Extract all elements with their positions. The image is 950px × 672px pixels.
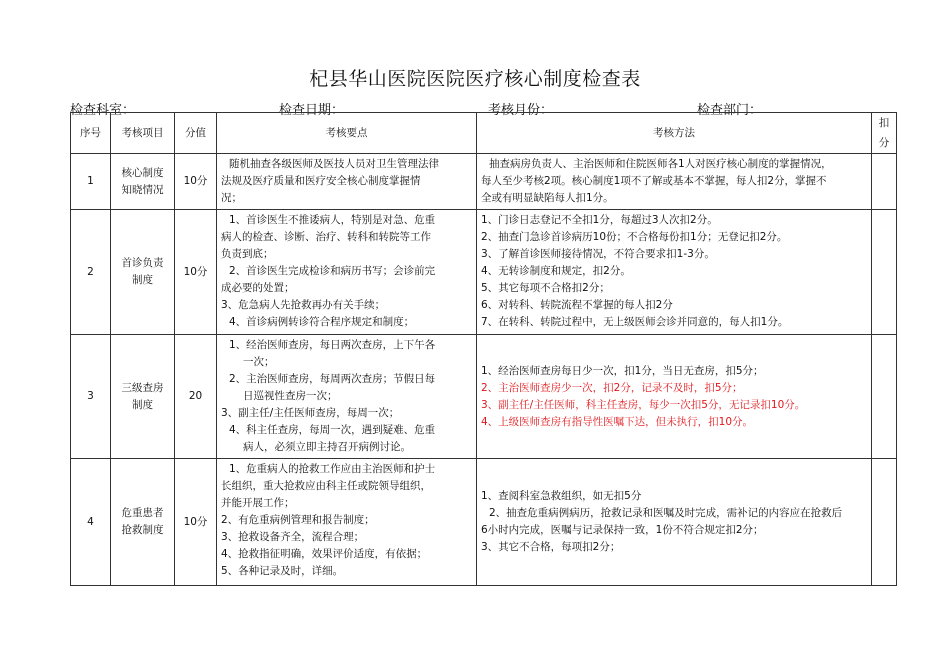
col-no: 序号 [71, 113, 111, 154]
row-points [217, 154, 477, 210]
points-line: 1、首诊医生不推诿病人，特别是对急、危重 [229, 214, 436, 226]
method-line: 3、其它不合格，每项扣2分； [481, 541, 621, 553]
method-lines [481, 488, 867, 556]
item-lines [115, 505, 170, 539]
points-line: 1、危重病人的抢救工作应由主治医师和护士 [229, 463, 436, 475]
row-item [111, 459, 175, 586]
row-deduct [872, 335, 897, 459]
points-line: 负责到底； [221, 248, 274, 260]
row-method [477, 154, 872, 210]
table-row [71, 210, 897, 335]
method-line: 6小时内完成，医嘱与记录保持一致，1份不符合规定扣2分； [481, 524, 764, 536]
points-line: 5、各种记录及时，详细。 [221, 565, 344, 577]
points-line: 并能开展工作； [221, 497, 295, 509]
row-points [217, 459, 477, 586]
item-lines [115, 380, 170, 414]
method-lines [481, 156, 867, 207]
points-lines [221, 156, 472, 207]
row-score: 10分 [175, 154, 217, 210]
points-line: 3、副主任/主任医师查房，每周一次； [221, 407, 400, 419]
row-item [111, 210, 175, 335]
points-line: 随机抽查各级医师及医技人员对卫生管理法律 [229, 158, 439, 170]
row-score: 10分 [175, 459, 217, 586]
inspection-table [70, 112, 897, 586]
points-line: 2、有危重病例管理和报告制度； [221, 514, 375, 526]
method-line: 1、经治医师查房每日少一次，扣1分，当日无查房，扣5分； [481, 364, 764, 377]
points-line: 成必要的处置； [221, 282, 295, 294]
row-score: 20 [175, 335, 217, 459]
method-line: 1、查阅科室急救组织，如无扣5分 [481, 490, 642, 502]
item-line: 首诊负责 [121, 257, 164, 269]
row-deduct [872, 210, 897, 335]
row-method [477, 210, 872, 335]
method-line: 5、其它每项不合格扣2分； [481, 282, 610, 294]
points-line: 4、科主任查房，每周一次，遇到疑难、危重 [229, 424, 436, 436]
item-lines [115, 165, 170, 199]
item-line: 危重患者 [121, 507, 164, 519]
item-line: 知晓情况 [121, 183, 164, 196]
table-row [71, 154, 897, 210]
points-line: 长组织，重大抢救应由科主任或院领导组织， [221, 480, 431, 492]
points-line: 3、危急病人先抢救再办有关手续； [221, 299, 386, 311]
points-line: 4、首诊病例转诊符合程序规定和制度； [229, 316, 415, 328]
points-line: 3、抢救设备齐全，流程合理； [221, 531, 365, 543]
item-line: 核心制度 [121, 166, 164, 179]
points-lines [221, 212, 472, 331]
col-method: 考核方法 [477, 113, 872, 154]
row-points [217, 210, 477, 335]
table-row [71, 335, 897, 459]
page-title: 杞县华山医院医院医疗核心制度检查表 [309, 68, 641, 90]
row-number: 4 [71, 459, 111, 586]
month-label: 考核月份： [488, 103, 554, 118]
col-deduct: 扣分 [872, 113, 897, 154]
col-item: 考核项目 [111, 113, 175, 154]
method-line: 抽查病房负责人、主治医师和住院医师各1人对医疗核心制度的掌握情况， [489, 158, 832, 170]
points-line: 法规及医疗质量和医疗安全核心制度掌握情 [221, 175, 421, 187]
item-line: 制度 [132, 274, 153, 286]
row-number: 2 [71, 210, 111, 335]
points-line: 日巡视性查房一次； [243, 390, 338, 402]
method-line: 6、对转科、转院流程不掌握的每人扣2分 [481, 299, 673, 311]
date-label: 检查日期： [279, 103, 345, 118]
method-line: 7、在转科、转院过程中，无上级医师会诊并同意的，每人扣1分。 [481, 316, 789, 328]
row-item [111, 335, 175, 459]
col-score: 分值 [175, 113, 217, 154]
row-deduct [872, 154, 897, 210]
section-label: 检查部门： [697, 103, 763, 118]
method-lines [481, 212, 867, 331]
item-line: 抢救制度 [121, 524, 164, 536]
method-line: 2、抽查门急诊首诊病历10份；不合格每份扣1分；无登记扣2分。 [481, 231, 788, 243]
method-line: 3、了解首诊医师接待情况，不符合要求扣1-3分。 [481, 248, 715, 260]
points-line: 2、首诊医生完成检诊和病历书写；会诊前完 [229, 265, 436, 277]
row-item [111, 154, 175, 210]
row-number: 3 [71, 335, 111, 459]
row-deduct [872, 459, 897, 586]
row-score: 10分 [175, 210, 217, 335]
points-line: 况； [221, 192, 242, 204]
method-line: 2、抽查危重病例病历，抢救记录和医嘱及时完成，需补记的内容应在抢救后 [489, 507, 843, 519]
table-header-row [71, 113, 897, 154]
points-lines [221, 337, 472, 456]
points-lines [221, 461, 472, 580]
table-row [71, 459, 897, 586]
method-line: 2、主治医师查房少一次，扣2分，记录不及时，扣5分； [481, 381, 743, 394]
points-line: 病人，必须立即主持召开病例讨论。 [243, 441, 411, 453]
row-points [217, 335, 477, 459]
item-lines [115, 255, 170, 289]
row-number: 1 [71, 154, 111, 210]
item-line: 制度 [132, 398, 153, 411]
method-line: 1、门诊日志登记不全扣1分，每超过3人次扣2分。 [481, 214, 718, 226]
method-line: 每人至少考核2项。核心制度1项不了解或基本不掌握，每人扣2分，掌握不 [481, 175, 827, 187]
points-line: 4、抢救指征明确，效果评价适度，有依据； [221, 548, 428, 560]
method-line: 全或有明显缺陷每人扣1分。 [481, 192, 614, 204]
method-line: 4、上级医师查房有指导性医嘱下达，但未执行，扣10分。 [481, 415, 754, 428]
col-points: 考核要点 [217, 113, 477, 154]
method-line: 3、副主任/主任医师，科主任查房，每少一次扣5分，无记录扣10分。 [481, 398, 806, 411]
method-lines [481, 363, 867, 431]
points-line: 一次； [243, 356, 275, 368]
points-line: 病人的检查、诊断、治疗、转科和转院等工作 [221, 231, 431, 243]
method-line: 4、无转诊制度和规定，扣2分。 [481, 265, 631, 277]
dept-label: 检查科室： [70, 103, 136, 118]
points-line: 1、经治医师查房，每日两次查房，上下午各 [229, 339, 436, 351]
row-method [477, 459, 872, 586]
item-line: 三级查房 [121, 381, 164, 394]
row-method [477, 335, 872, 459]
points-line: 2、主治医师查房，每周两次查房；节假日每 [229, 373, 436, 385]
